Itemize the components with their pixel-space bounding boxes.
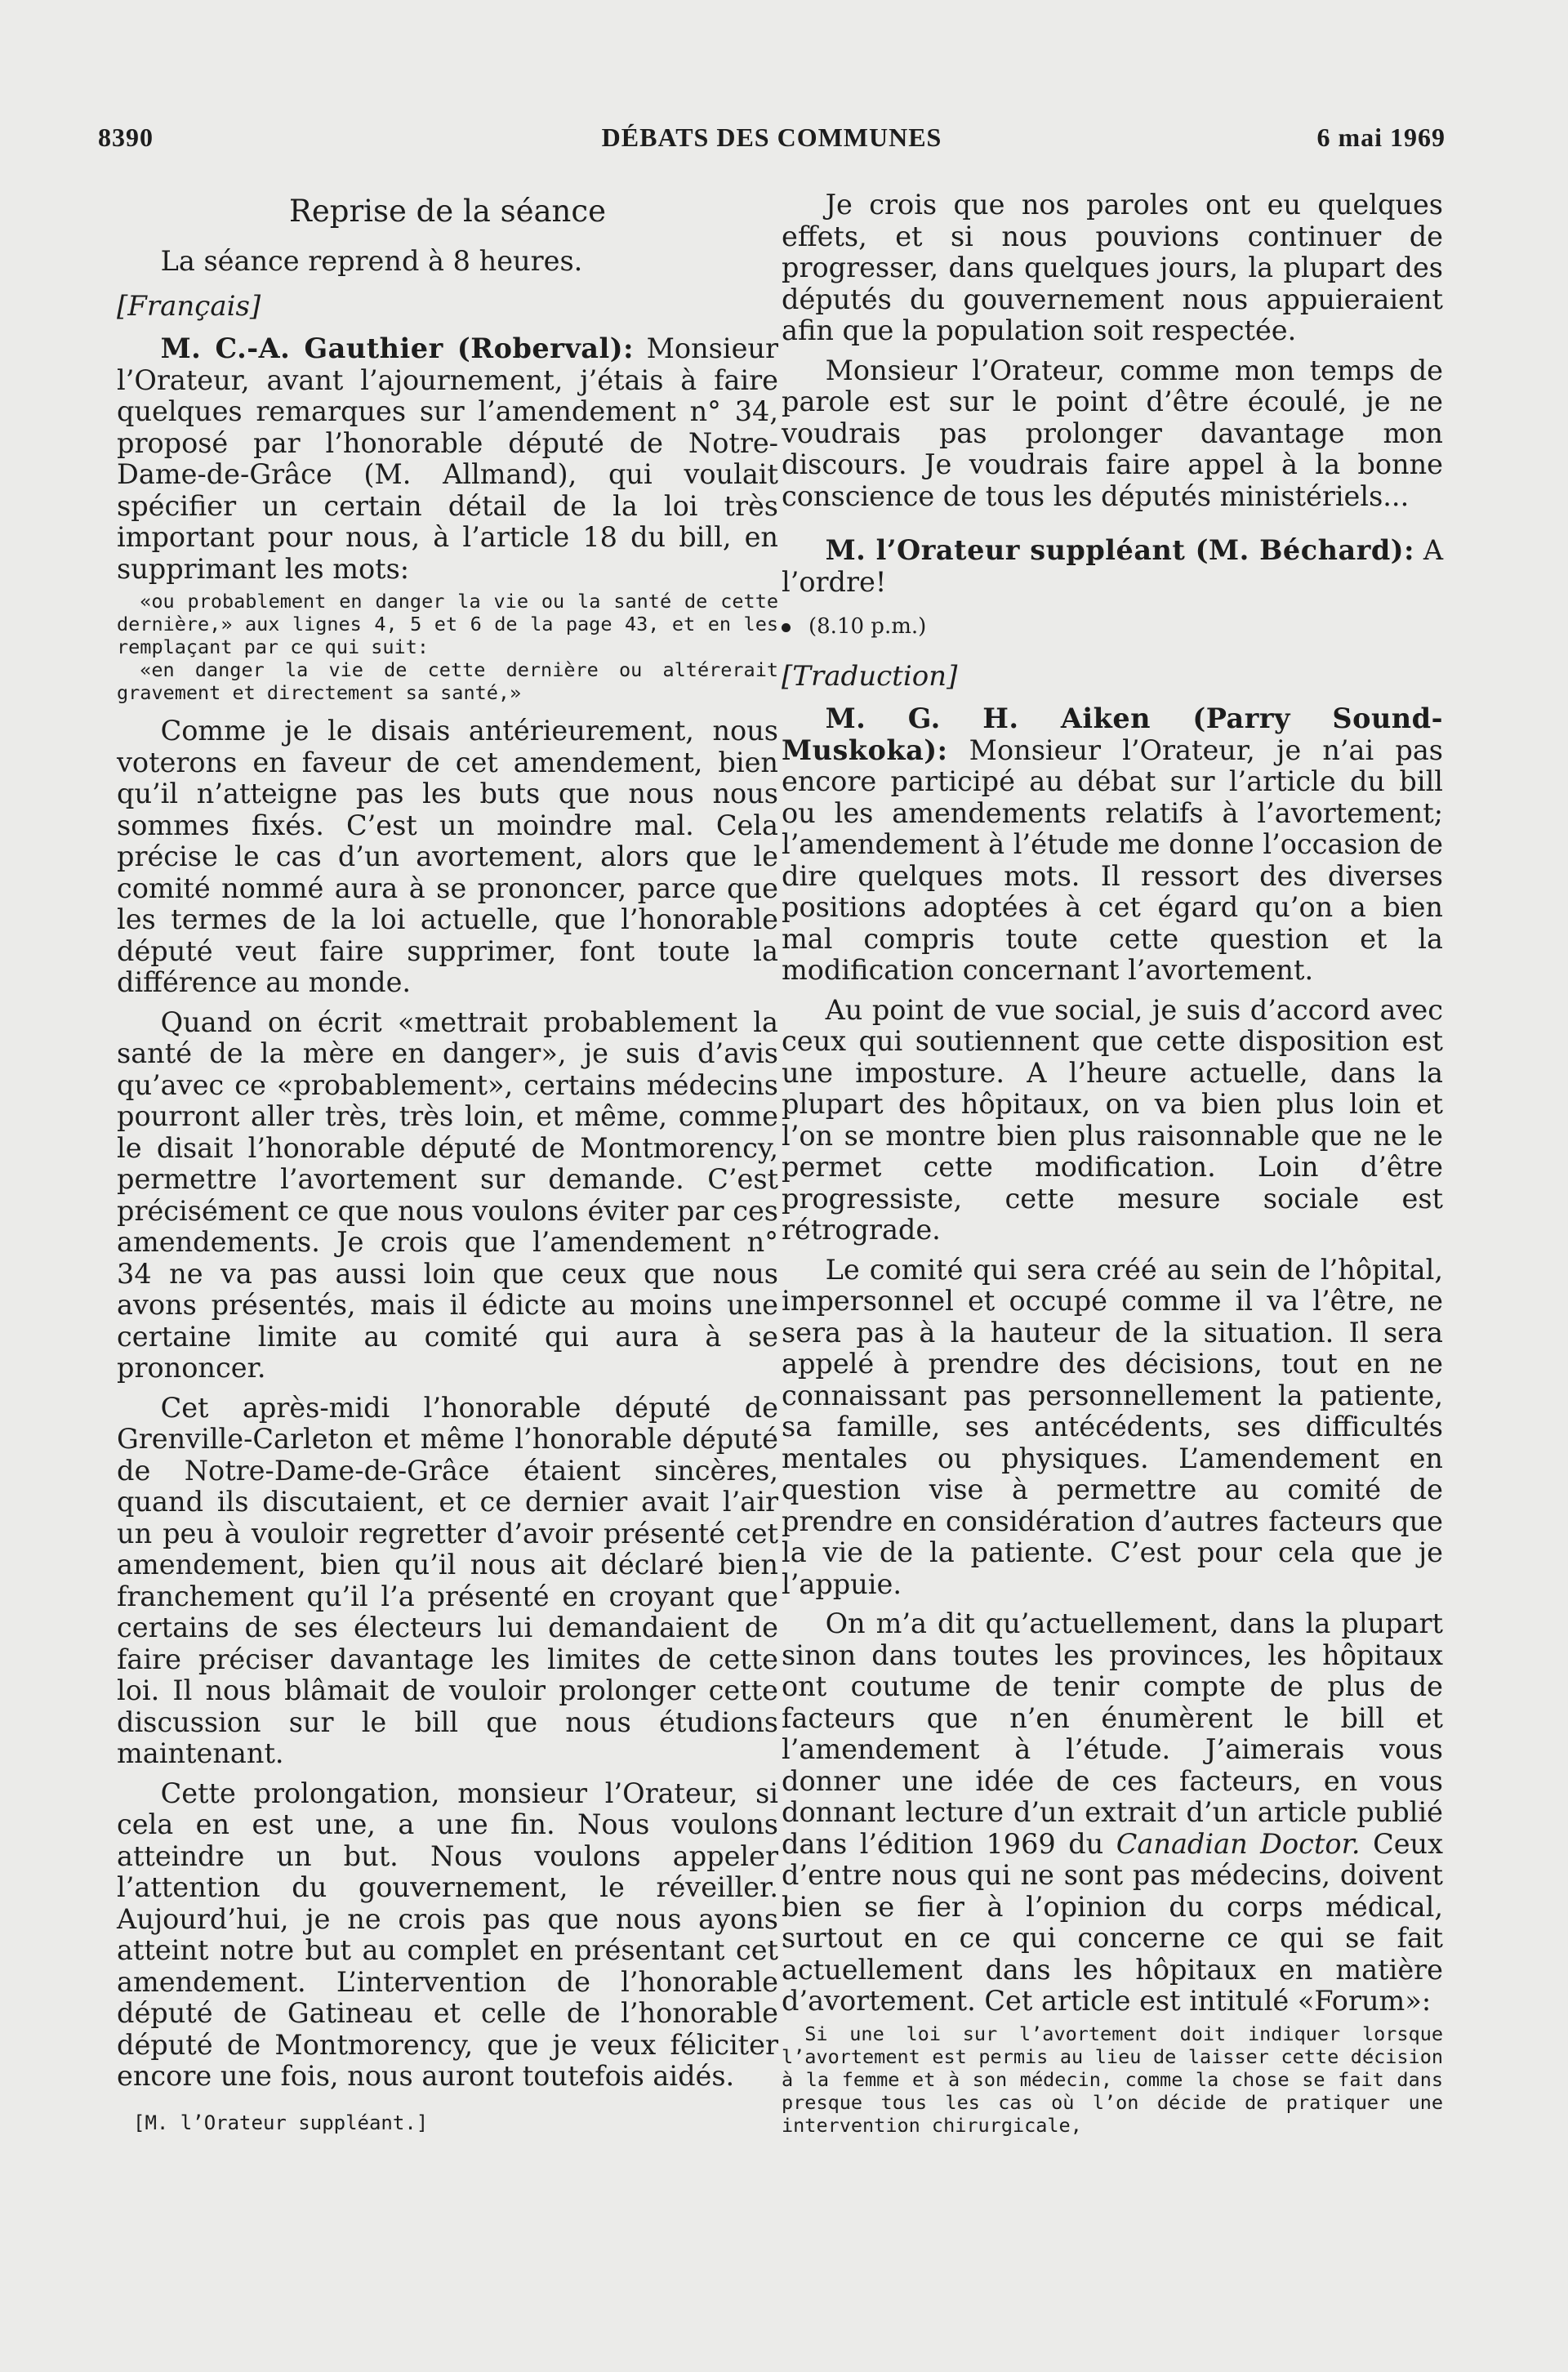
bullet-icon: [782, 623, 791, 632]
paragraph-text: Monsieur l’Orateur, je n’ai pas encore participé au débat sur l’article du bill ou les amendements relatifs à l’avortement; l’amendement à l’étude me donne l’occasion de dire quelques mots. Il ressort des diverses positions adoptées à cet égard qu’on a bien mal compris toute cette question et la modification concernant l’avortement.: [782, 733, 1443, 986]
quote-line: «ou probablement en danger la vie ou la santé de cette dernière,» aux lignes 4, 5 et 6 de la page 43, et en les remplaçant par ce qui suit:: [117, 590, 778, 658]
paragraph: Quand on écrit «mettrait probablement la santé de la mère en danger», je suis d’avis qu’avec ce «probablement», certains médecins pourront aller très, très loin, et même, comme le disait l’honorable député de Montmorency, permettre l’avortement sur demande. C’est précisément ce que nous voulons éviter par ces amendements. Je crois que l’amendement n° 34 ne va pas aussi loin que ceux que nous avons présentés, mais il édicte au moins une certaine limite au comité qui aura à se prononcer.: [117, 1005, 778, 1384]
session-resume-note: La séance reprend à 8 heures.: [160, 245, 583, 277]
quoted-article: [782, 2022, 1443, 2137]
section-title: Reprise de la séance: [289, 194, 606, 229]
speaker-name: M. l’Orateur suppléant (M. Béchard):: [825, 534, 1414, 566]
paragraph: Comme je le disais antérieurement, nous voterons en faveur de cet amendement, bien qu’il n’atteigne pas les buts que nous nous sommes fixés. C’est un moindre mal. Cela précise le cas d’un avortement, alors que le comité nommé aura à se prononcer, parce que les termes de la loi actuelle, que l’honorable député veut faire supprimer, font toute la différence au monde.: [117, 715, 778, 998]
language-label: [Français]: [117, 289, 261, 323]
paragraph: Je crois que nos paroles ont eu quelques effets, et si nous pouvions continuer de progresser, dans quelques jours, la plupart des députés du gouvernement nous appuieraient afin que la population soit respectée.: [782, 189, 1443, 346]
paragraph: [117, 333, 778, 585]
paragraph: [782, 535, 1443, 598]
page-number: 8390: [98, 123, 154, 152]
speaker-name: M. C.-A. Gauthier (Roberval):: [160, 332, 634, 364]
paragraph-text: Monsieur l’Orateur, avant l’ajournement, j’étais à faire quelques remarques sur l’amendement n° 34, proposé par l’honorable député de Notre-Dame-de-Grâce (M. Allmand), qui voulait spécifier un certain détail de la loi très important pour nous, à l’article 18 du bill, en supprimant les mots:: [117, 332, 778, 585]
paragraph: Monsieur l’Orateur, comme mon temps de parole est sur le point d’être écoulé, je ne voudrais pas prolonger davantage mon discours. Je voudrais faire appel à la bonne conscience de tous les députés ministériels...: [782, 354, 1443, 512]
page-date: 6 mai 1969: [1316, 123, 1446, 152]
paragraph-text: A l’ordre!: [782, 534, 1444, 598]
publication-name: Canadian Doctor.: [1116, 1827, 1361, 1860]
paragraph: Au point de vue social, je suis d’accord avec ceux qui soutiennent que cette disposition est une imposture. A l’heure actuelle, dans la plupart des hôpitaux, on va bien plus loin et l’on se montre bien plus raisonnable que ne le permet cette modification. Loin d’être progressiste, cette mesure sociale est rétrograde.: [782, 993, 1443, 1246]
time-text: (8.10 p.m.): [808, 614, 927, 639]
paragraph-text: On m’a dit qu’actuellement, dans la plupart sinon dans toutes les provinces, les hôpitaux ont coutume de tenir compte de plus de facteurs que n’en énumèrent le bill et l’amendement à l’étude. J’aimerais vous donner une idée de ces facteurs, en vous donnant lecture d’un extrait d’un article publié dans l’édition 1969 du: [782, 1607, 1443, 1860]
publication-title: DÉBATS DES COMMUNES: [601, 123, 942, 152]
page-header: [98, 123, 1446, 163]
paragraph: Cet après-midi l’honorable député de Grenville-Carleton et même l’honorable député de Notre-Dame-de-Grâce étaient sincères, quand ils discutaient, et ce dernier avait l’air un peu à vouloir regretter d’avoir présenté cet amendement, bien qu’il nous ait déclaré bien franchement qu’il l’a présenté en croyant que certains de ses électeurs lui demandaient de faire préciser davantage les limites de cette loi. Il nous blâmait de vouloir prolonger cette discussion sur le bill que nous étudions maintenant.: [117, 1391, 778, 1769]
paragraph: [782, 703, 1443, 987]
left-column: [117, 189, 778, 2138]
time-marker: [782, 611, 1443, 643]
right-column: [782, 189, 1443, 2148]
speaker-name: M. G. H. Aiken (Parry Sound-Muskoka):: [782, 702, 1443, 766]
quoted-amendment: [117, 590, 778, 704]
quote-line: Si une loi sur l’avortement doit indiquer lorsque l’avortement est permis au lieu de laisser cette décision à la femme et à son médecin, comme la chose se fait dans presque tous les cas où l’on décide de pratiquer une intervention chirurgicale,: [782, 2022, 1443, 2137]
paragraph: [782, 1608, 1443, 2018]
paragraph-text: Ceux d’entre nous qui ne sont pas médecins, doivent bien se fier à l’opinion du corps médical, surtout en ce qui concerne ce qui se fait actuellement dans les hôpitaux en matière d’avortement. Cet article est intitulé «Forum»:: [782, 1827, 1443, 2017]
continued-speaker-note: [M. l’Orateur suppléant.]: [133, 2111, 429, 2134]
language-label: [Traduction]: [782, 659, 958, 693]
paragraph: Le comité qui sera créé au sein de l’hôpital, impersonnel et occupé comme il va l’être, ne sera pas à la hauteur de la situation. Il sera appelé à prendre des décisions, tout en ne connaissant pas personnellement la patiente, sa famille, ses antécédents, ses difficultés mentales ou physiques. L’amendement en question vise à permettre au comité de prendre en considération d’autres facteurs que la vie de la patiente. C’est pour cela que je l’appuie.: [782, 1253, 1443, 1600]
quote-line: «en danger la vie de cette dernière ou altérerait gravement et directement sa santé,»: [117, 658, 778, 704]
paragraph: Cette prolongation, monsieur l’Orateur, si cela en est une, a une fin. Nous voulons atteindre un but. Nous voulons appeler l’attention du gouvernement, le réveiller. Aujourd’hui, je ne crois pas que nous ayons atteint notre but au complet en présentant cet amendement. L’intervention de l’honorable député de Gatineau et celle de l’honorable député de Montmorency, que je veux féliciter encore une fois, nous auront toutefois aidés.: [117, 1777, 778, 2092]
